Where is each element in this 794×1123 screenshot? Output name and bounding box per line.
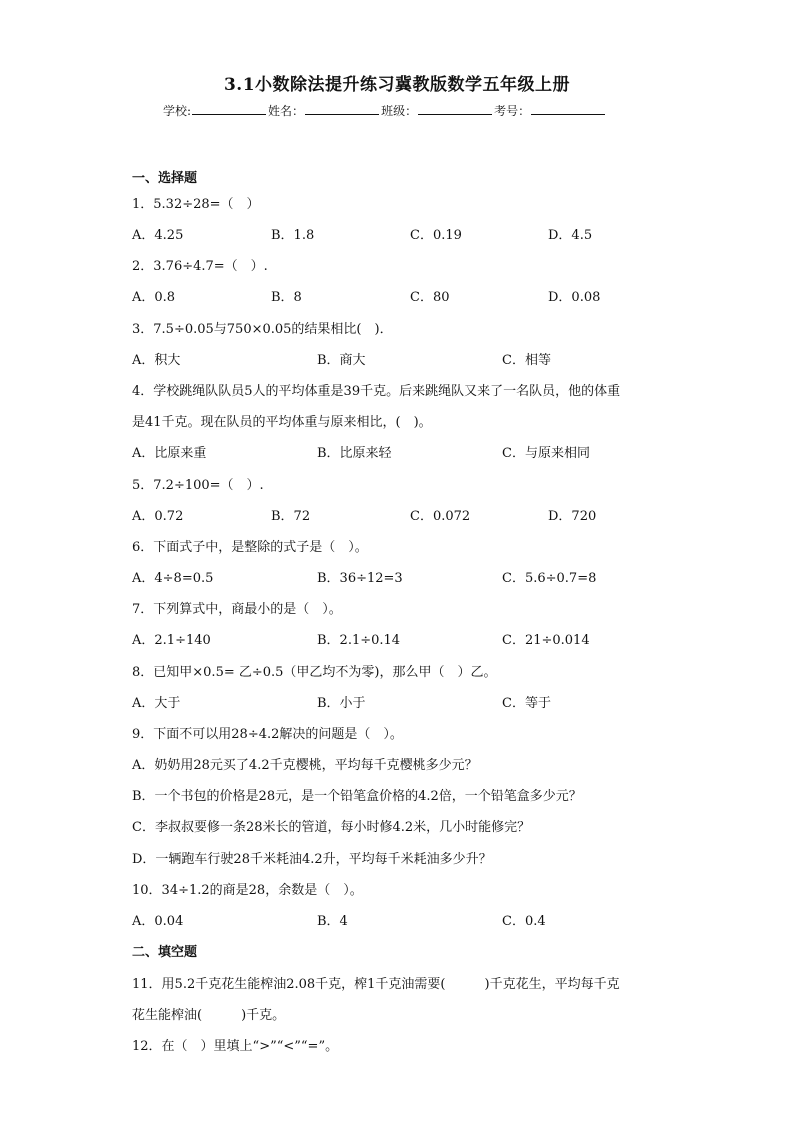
q3-option-b: B．商大 [317, 353, 366, 368]
q9-option-b: B．一个书包的价格是28元，是一个铅笔盒价格的4.2倍，一个铅笔盒多少元？ [132, 789, 582, 804]
q6-option-a: A．4÷8=0.5 [132, 571, 214, 586]
q1-option-c: C．0.19 [410, 228, 462, 243]
q2-option-c: C．80 [410, 290, 450, 305]
question-8: 8．已知甲×0.5= 乙÷0.5（甲乙均不为零)，那么甲（ ）乙。 [132, 665, 497, 680]
question-1: 1．5.32÷28=（ ） [132, 197, 260, 212]
q10-option-c: C．0.4 [502, 914, 546, 929]
q7-option-c: C．21÷0.014 [502, 633, 590, 648]
q8-option-a: A．大于 [132, 696, 181, 711]
question-3: 3．7.5÷0.05与750×0.05的结果相比( )． [132, 322, 393, 337]
q9-option-a: A．奶奶用28元买了4.2千克樱桃，平均每千克樱桃多少元？ [132, 758, 478, 773]
q6-option-b: B．36÷12=3 [317, 571, 403, 586]
name-blank [305, 102, 379, 115]
question-4-line-2: 是41千克。现在队员的平均体重与原来相比，( )。 [132, 415, 432, 430]
q4-option-b: B．比原来轻 [317, 446, 392, 461]
question-5: 5．7.2÷100=（ ）. [132, 478, 264, 493]
q6-option-c: C．5.6÷0.7=8 [502, 571, 597, 586]
q1-option-d: D．4.5 [548, 228, 593, 243]
q4-option-a: A．比原来重 [132, 446, 207, 461]
q2-option-d: D．0.08 [548, 290, 601, 305]
q1-option-a: A．4.25 [132, 228, 184, 243]
question-2: 2．3.76÷4.7=（ ）. [132, 259, 268, 274]
q7-option-b: B．2.1÷0.14 [317, 633, 401, 648]
q2-option-b: B．8 [271, 290, 302, 305]
school-label: 学校: [163, 104, 192, 118]
q9-option-c: C．李叔叔要修一条28米长的管道，每小时修4.2米，几小时能修完？ [132, 820, 531, 835]
question-6: 6．下面式子中，是整除的式子是（ ）。 [132, 540, 368, 555]
question-12: 12．在（ ）里填上“>”“<”“=”。 [132, 1039, 339, 1054]
q10-option-b: B．4 [317, 914, 348, 929]
school-blank [192, 102, 266, 115]
exam-number-label: 考号： [494, 104, 531, 118]
q3-option-c: C．相等 [502, 353, 551, 368]
q5-option-c: C．0.072 [410, 509, 471, 524]
q5-option-d: D．720 [548, 509, 597, 524]
name-label: 姓名： [268, 104, 305, 118]
question-9: 9．下面不可以用28÷4.2解决的问题是（ ）。 [132, 727, 403, 742]
section-title-fill: 二、填空题 [132, 945, 198, 960]
q2-option-a: A．0.8 [132, 290, 176, 305]
question-11-line-2: 花生能榨油( )千克。 [132, 1008, 286, 1023]
question-11-line-1: 11．用5.2千克花生能榨油2.08千克，榨1千克油需要( )千克花生，平均每千克 [132, 977, 620, 992]
q3-option-a: A．积大 [132, 353, 181, 368]
q8-option-b: B．小于 [317, 696, 366, 711]
q7-option-a: A．2.1÷140 [132, 633, 211, 648]
section-title-choice: 一、选择题 [132, 171, 198, 186]
question-10: 10．34÷1.2的商是28，余数是（ ）。 [132, 883, 363, 898]
q4-option-c: C．与原来相同 [502, 446, 590, 461]
q1-option-b: B．1.8 [271, 228, 315, 243]
question-7: 7．下列算式中，商最小的是（ ）。 [132, 602, 342, 617]
class-blank [418, 102, 492, 115]
exam-number-blank [531, 102, 605, 115]
student-info-row [163, 102, 607, 119]
page-title: 3.1小数除法提升练习冀教版数学五年级上册 [223, 75, 571, 95]
question-4-line-1: 4．学校跳绳队队员5人的平均体重是39千克。后来跳绳队又来了一名队员，他的体重 [132, 384, 621, 399]
q10-option-a: A．0.04 [132, 914, 184, 929]
q5-option-a: A．0.72 [132, 509, 184, 524]
class-label: 班级： [381, 104, 418, 118]
q5-option-b: B．72 [271, 509, 311, 524]
q8-option-c: C．等于 [502, 696, 551, 711]
q9-option-d: D．一辆跑车行驶28千米耗油4.2升，平均每千米耗油多少升？ [132, 852, 492, 867]
